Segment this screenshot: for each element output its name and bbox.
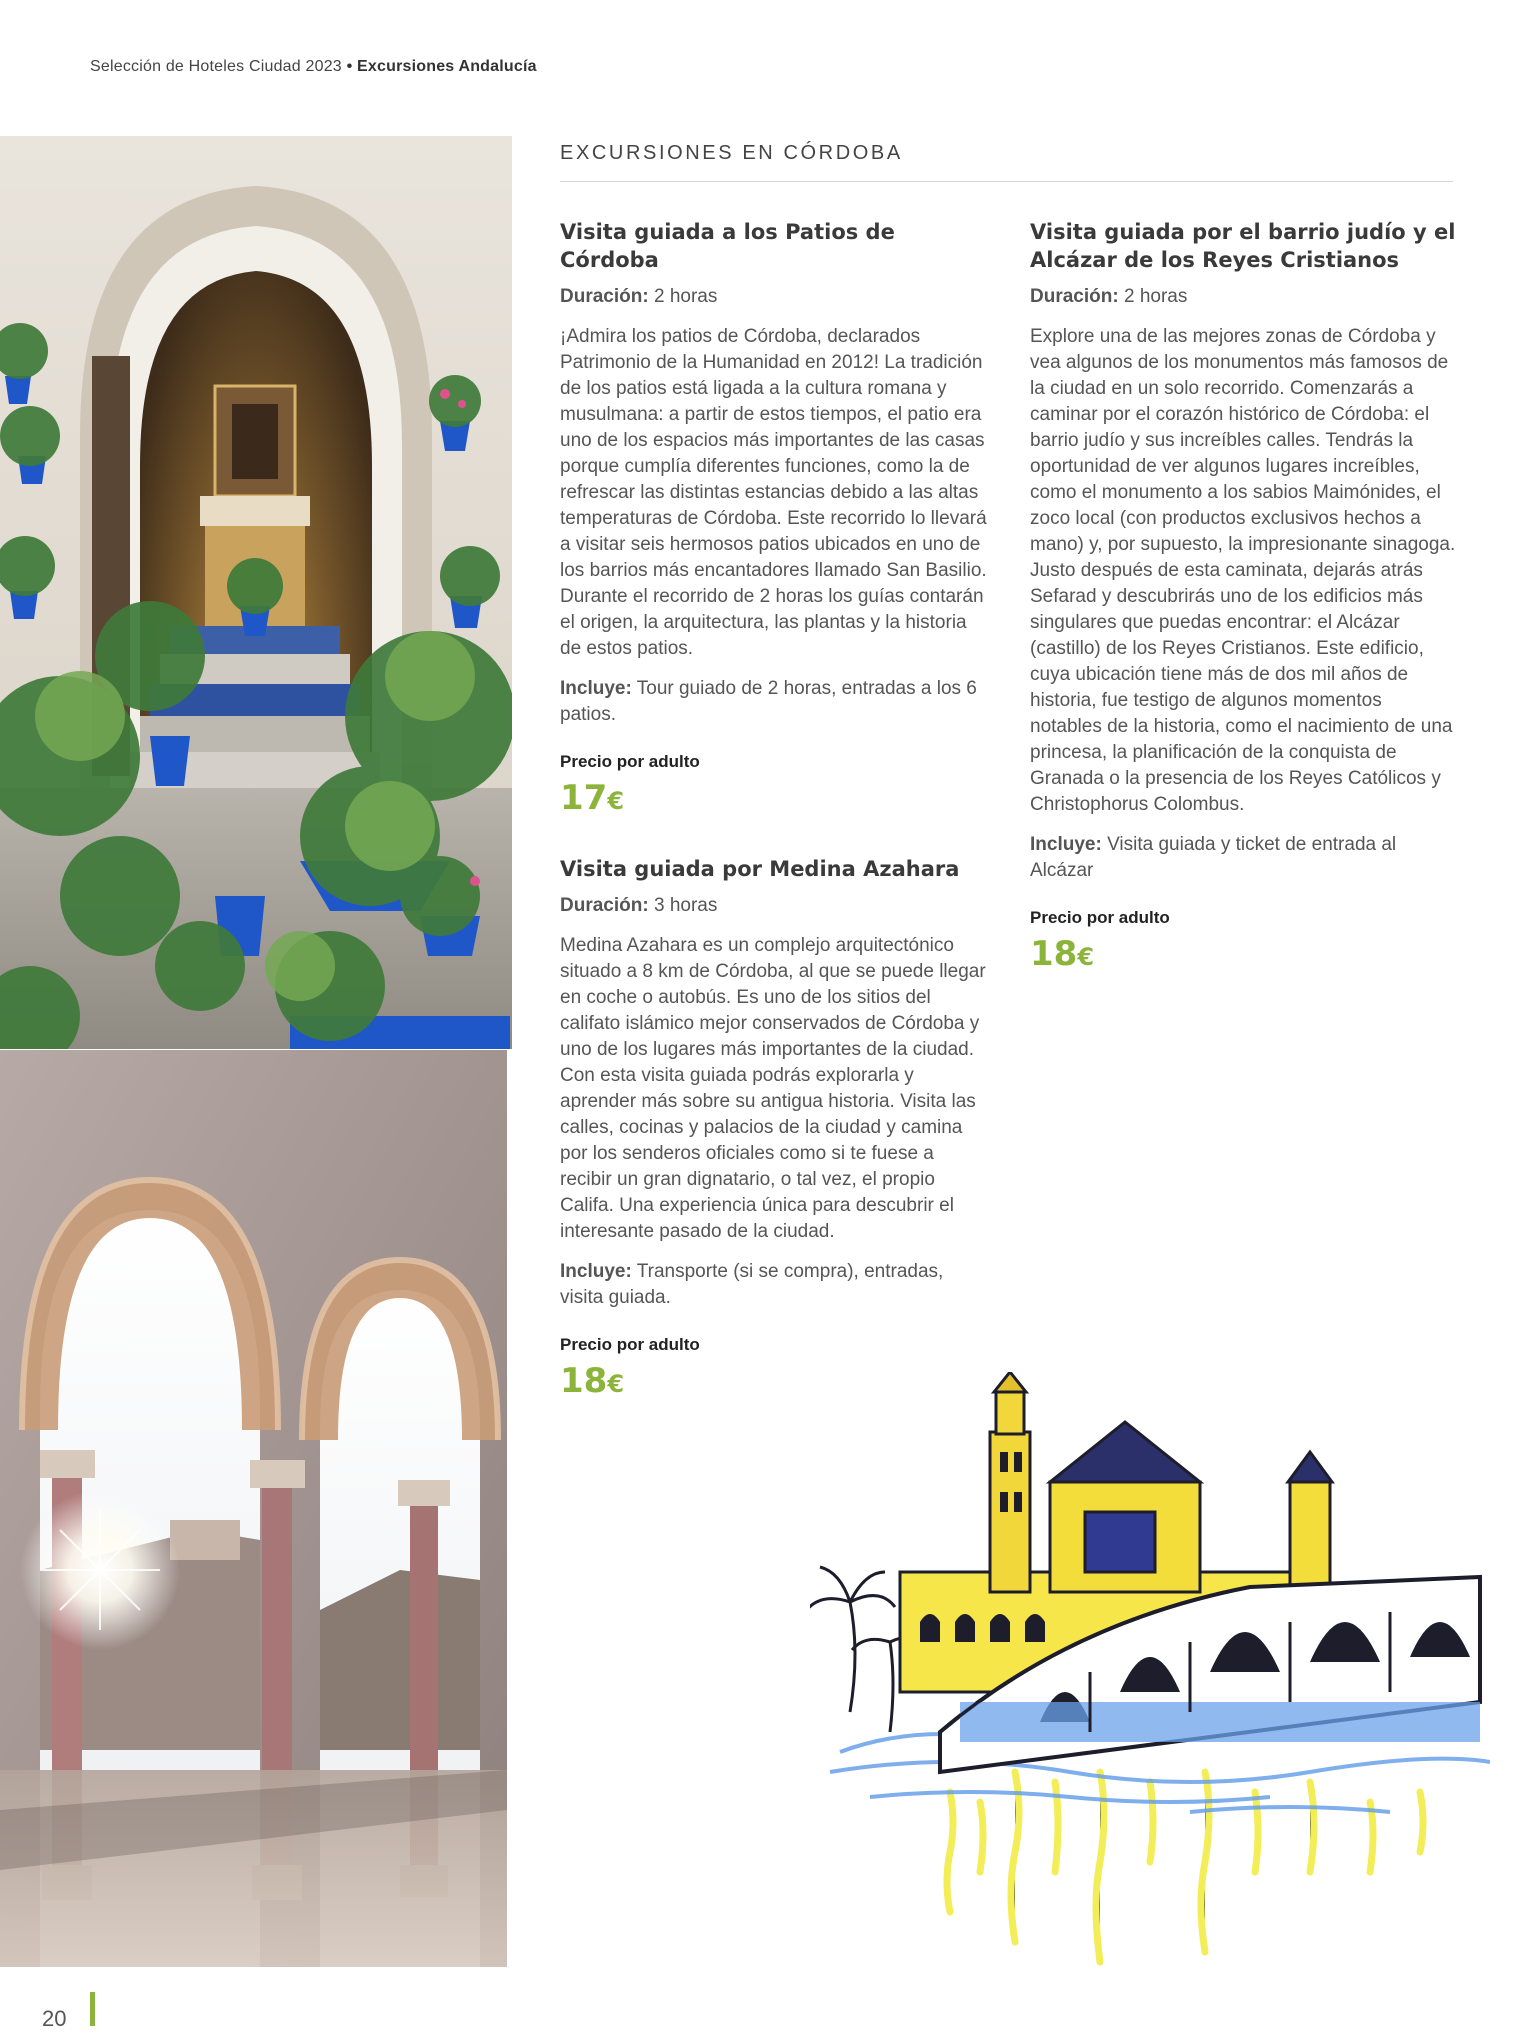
excursion-includes [560,1259,990,1311]
medina-azahara-photo [0,1050,507,1967]
excursion-title: Visita guiada por Medina Azahara [560,857,960,881]
duration-value: 3 horas [653,895,718,916]
price-label: Precio por adulto [560,752,700,771]
duration-label: Duración: [1030,286,1119,307]
includes-value: Transporte (si se compra), entradas, visita guiada. [560,1261,944,1308]
includes-value: Tour guiado de 2 horas, entradas a los 6 patios. [560,678,977,725]
excursion-includes [1030,832,1458,884]
duration-label: Duración: [560,286,649,307]
excursion-price [1030,934,1458,977]
duration-value: 2 horas [1123,286,1188,307]
duration-label: Duración: [560,895,649,916]
excursion-duration [560,893,990,919]
excursion-title: Visita guiada a los Patios de Córdoba [560,220,895,272]
page-number: 20 [42,2006,67,2031]
header-separator: • [346,58,353,75]
currency-symbol: € [607,787,625,815]
excursion-includes [560,676,990,728]
left-column [560,218,990,1438]
currency-symbol: € [1077,943,1095,971]
excursion-medina-azahara [560,855,990,1404]
price-value: 18 [560,1361,608,1401]
includes-label: Incluye: [560,678,632,699]
section-heading: EXCURSIONES EN CÓRDOBA [560,142,903,164]
includes-label: Incluye: [1030,834,1102,855]
excursion-patios [560,218,990,821]
includes-value: Visita guiada y ticket de entrada al Alcázar [1030,834,1397,881]
excursion-jewish-quarter [1030,218,1458,977]
price-value: 18 [1030,934,1078,974]
excursion-price [560,778,990,821]
price-label: Precio por adulto [1030,908,1170,927]
duration-value: 2 horas [653,286,718,307]
excursion-description: ¡Admira los patios de Córdoba, declarados Patrimonio de la Humanidad en 2012! La tradición de los patios está ligada a la cultura romana y musulmana: a partir de estos tiempos, el patio era uno de los espacios más importantes de las casas porque cumplía diferentes funciones, como la de refrescar las distintas estancias debido a las altas temperaturas de Córdoba. Este recorrido lo llevará a visitar seis hermosos patios ubicados en uno de los barrios más encantadores llamado San Basilio. Durante el recorrido de 2 horas los guías contarán el origen, la arquitectura, las plantas y la historia de estos patios. [560,326,987,659]
price-value: 17 [560,778,608,818]
section-divider [560,181,1453,182]
page-number-accent-bar [90,1992,95,2026]
excursion-duration [560,284,990,310]
catalog-title: Selección de Hoteles Ciudad 2023 [90,58,342,75]
cordoba-bridge-illustration [810,1372,1490,1992]
currency-symbol: € [607,1370,625,1398]
patio-photo [0,136,512,1049]
excursion-duration [1030,284,1458,310]
excursion-title: Visita guiada por el barrio judío y el Alcázar de los Reyes Cristianos [1030,220,1456,272]
includes-label: Incluye: [560,1261,632,1282]
excursion-description: Explore una de las mejores zonas de Córdoba y vea algunos de los monumentos más famosos de la ciudad en un solo recorrido. Comenzarás a caminar por el corazón histórico de Córdoba: el barrio judío y sus increíbles calles. Tendrás la oportunidad de ver algunos lugares increíbles, como el monumento a los sabios Maimónides, el zoco local (con productos exclusivos hechos a mano) y, por supuesto, la impresionante sinagoga. Justo después de esta caminata, dejarás atrás Sefarad y descubrirás uno de los edificios más singulares que puedas encontrar: el Alcázar (castillo) de los Reyes Cristianos. Este edificio, cuya ubicación tiene más de dos mil años de historia, fue testigo de algunos momentos notables de la historia, como el nacimiento de una princesa, la planificación de la conquista de Granada o la presencia de los Reyes Católicos y Christophorus Colombus. [1030,326,1456,815]
price-label: Precio por adulto [560,1335,700,1354]
header-section: Excursiones Andalucía [357,58,537,75]
running-head [90,58,537,76]
excursion-description: Medina Azahara es un complejo arquitectónico situado a 8 km de Córdoba, al que se puede llegar en coche o autobús. Es uno de los sitios del califato islámico mejor conservados de Córdoba y uno de los lugares más importantes de la ciudad. Con esta visita guiada podrás explorarla y aprender más sobre su antigua historia. Visita las calles, cocinas y palacios de la ciudad y camina por los senderos oficiales como si te fuese a recibir un gran dignatario, o tal vez, el propio Califa. Una experiencia única para descubrir el interesante pasado de la ciudad. [560,935,986,1242]
right-column [1030,218,1458,1011]
